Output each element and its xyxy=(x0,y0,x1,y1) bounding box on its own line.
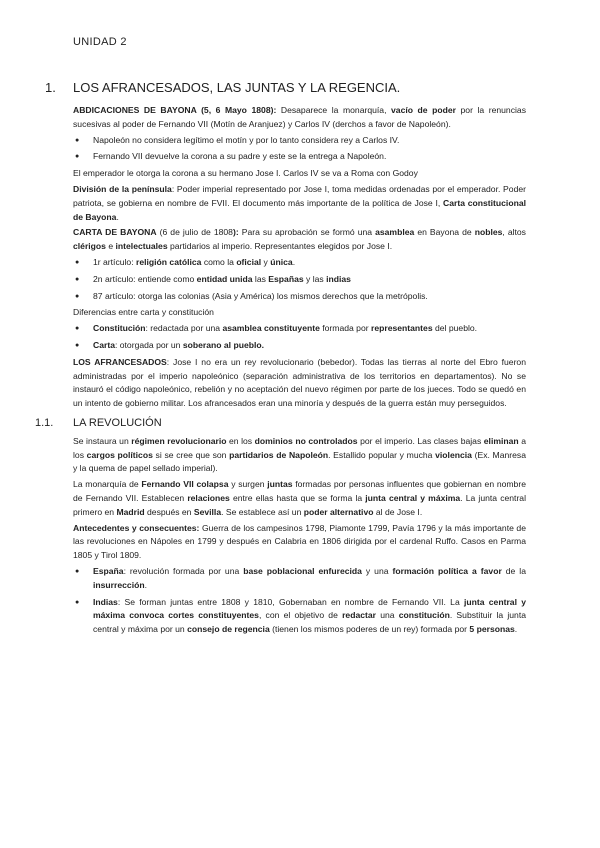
text-run: (6 de julio de 1808 xyxy=(156,227,233,238)
text-run: : otorgada por un xyxy=(114,339,183,350)
text-run: y surgen xyxy=(228,479,268,490)
text-run: formada por xyxy=(319,323,371,334)
bold-text: régimen revolucionario xyxy=(131,435,227,446)
text-run: (Ex. Manresa y la quema de papel sellado imperial). xyxy=(73,449,526,474)
bold-text: Indias xyxy=(93,596,118,607)
bullet-list-articulos xyxy=(73,256,526,303)
text-run: 2n artículo: entiende como xyxy=(93,273,197,284)
bold-text: dominios no controlados xyxy=(254,435,358,446)
list-item xyxy=(73,290,526,304)
bold-text: Constitución xyxy=(93,323,146,334)
text-run: . xyxy=(144,579,147,590)
text-run: a los xyxy=(73,435,526,460)
list-item xyxy=(73,150,526,164)
paragraph-diferencias xyxy=(73,306,526,320)
text-run: partidarios al imperio. Representantes elegidos por Jose I. xyxy=(167,241,393,252)
bold-text: insurrección xyxy=(93,579,145,590)
text-run: Guerra de los campesinos 1798, Piamonte 1799, Pavía 1796 y la más importante de las revoluciones en Nápoles en 1799 y después en Calabria en 1806 dirigida por el cardenal Ruffo. Casos en Parma 1805 y Tirol 1809. xyxy=(73,522,526,561)
subsection-number: 1.1. xyxy=(35,416,54,429)
bold-text: representantes xyxy=(370,323,433,334)
list-item xyxy=(73,322,526,336)
bullet-list-espana-indias xyxy=(73,565,526,637)
text-run: . xyxy=(116,211,119,222)
text-run: y las xyxy=(303,273,327,284)
bullet-list-napoleon xyxy=(73,134,526,165)
text-run: de la xyxy=(501,565,526,576)
text-run: : revolución formada por una xyxy=(123,565,244,576)
bold-text: asamblea constituyente xyxy=(222,323,320,334)
bold-text: violencia xyxy=(435,449,472,460)
text-run: como la xyxy=(201,256,237,267)
bold-text: entidad unida xyxy=(196,273,253,284)
list-item xyxy=(73,339,526,353)
bold-text: redactar xyxy=(342,610,376,621)
bold-text: nobles xyxy=(474,227,503,238)
bold-text: soberano al pueblo. xyxy=(182,339,265,350)
text-run: en Bayona de xyxy=(414,227,475,238)
paragraph-division xyxy=(73,183,526,224)
bold-text: indias xyxy=(326,273,351,284)
text-run: . xyxy=(292,256,296,267)
list-item xyxy=(73,256,526,270)
bold-text: Sevilla xyxy=(193,506,222,517)
text-run: , altos xyxy=(502,227,526,238)
subsection-title: LA REVOLUCIÓN xyxy=(73,416,162,429)
text-run: en los xyxy=(226,435,255,446)
section-heading xyxy=(45,80,400,95)
list-item xyxy=(73,134,526,148)
text-run: formadas por personas influentes que gobiernan en nombre de Fernando VII. Establecen xyxy=(73,479,526,503)
list-item xyxy=(73,273,526,287)
text-run: Napoleón no considera legítimo el motín y por lo tanto considera rey a Carlos IV. xyxy=(93,134,400,145)
bold-text: constitución xyxy=(398,610,450,621)
bold-text: Carta xyxy=(93,339,115,350)
bold-text: base poblacional enfurecida xyxy=(243,565,362,576)
bold-text: eliminan xyxy=(483,435,519,446)
bold-text: España xyxy=(93,565,124,576)
bold-text: asamblea xyxy=(375,227,415,238)
bold-text: ): xyxy=(232,227,239,238)
paragraph-regimen xyxy=(73,435,526,476)
bold-text: ABDICACIONES DE BAYONA (5, 6 Mayo 1808): xyxy=(73,105,277,115)
bold-text: Fernando VII colapsa xyxy=(141,479,229,490)
text-run: y xyxy=(261,256,271,267)
section-number: 1. xyxy=(45,80,56,95)
text-run: Fernando VII devuelve la corona a su padre y este se la entrega a Napoleón. xyxy=(93,151,387,162)
text-run: . Substituir la junta central y máxima por un xyxy=(93,610,526,635)
bold-text: CARTA DE BAYONA xyxy=(73,227,157,238)
bold-text: juntas xyxy=(267,479,293,490)
bold-text: junta central y máxima convoca cortes constituyentes xyxy=(93,596,526,621)
list-item xyxy=(73,596,526,637)
text-run: 1r artículo: xyxy=(93,256,136,267)
text-run: y una xyxy=(361,565,393,576)
text-run: : Jose I no era un rey revolucionario (bebedor). Todas las tierras al norte del Ebro fueron administradas por el imperio napoleónico (separación administrativa de los territorios en departamentos). No se instauró el código napoleónico, rebelión y no aceptación del nuevo régimen por parte de los jueces. Todo se quedó en un intento de gobierno militar. Los afrancesados eran una minoría y después de la guerra están muy perseguidos. xyxy=(73,356,526,409)
section-title: LOS AFRANCESADOS, LAS JUNTAS Y LA REGENCIA. xyxy=(73,80,401,95)
bold-text: vacío de poder xyxy=(391,105,456,115)
text-run: si se cree que son xyxy=(152,449,230,460)
bold-text: religión católica xyxy=(136,256,202,267)
bold-text: poder alternativo xyxy=(303,506,374,517)
text-run: , con el objetivo de xyxy=(258,610,343,621)
text-run: las xyxy=(252,273,269,284)
text-run: (tienen los mismos poderes de un rey) formada por xyxy=(269,624,470,635)
bold-text: 5 personas xyxy=(469,624,515,635)
bold-text: Madrid xyxy=(116,506,145,517)
text-run: por el imperio. Las clases bajas xyxy=(357,435,484,446)
text-run: después en xyxy=(144,506,194,517)
bold-text: Antecedentes y consecuentes: xyxy=(73,522,200,533)
list-item xyxy=(73,565,526,593)
text-run: una xyxy=(376,610,399,621)
text-run: . Se establece así un xyxy=(221,506,304,517)
bold-text: intelectuales xyxy=(115,241,168,252)
bold-text: Españas xyxy=(268,273,304,284)
text-run: : redactada por una xyxy=(145,323,223,334)
bold-text: oficial xyxy=(236,256,262,267)
subsection-heading xyxy=(35,417,526,431)
text-run: Diferencias entre carta y constitución xyxy=(73,307,214,318)
bullet-list-diferencias xyxy=(73,322,526,353)
bold-text: cargos políticos xyxy=(86,449,153,460)
bold-text: única xyxy=(270,256,293,267)
text-run: La monarquía de xyxy=(73,479,142,490)
text-run: Se instaura un xyxy=(73,435,132,446)
bold-text: División de la península xyxy=(73,183,172,194)
paragraph-antecedentes xyxy=(73,522,526,563)
bold-text: relaciones xyxy=(187,492,230,503)
text-run: 87 artículo: otorga las colonias (Asia y América) los mismos derechos que la metrópolis. xyxy=(93,290,428,301)
text-run: por la renuncias sucesivas al poder de Fernando VII (Motín de Aranjuez) y Carlos IV (derchos a favor de Napoleón). xyxy=(73,105,526,129)
bold-text: junta central y máxima xyxy=(365,492,461,503)
paragraph-monarquia xyxy=(73,478,526,519)
text-run: Para su aprobación se formó una xyxy=(238,227,376,238)
bold-text: clérigos xyxy=(73,241,106,252)
text-run: e xyxy=(105,241,116,252)
text-run: El emperador le otorga la corona a su hermano Jose I. Carlos IV se va a Roma con Godoy xyxy=(73,168,418,179)
bold-text: Carta constitucional de Bayona xyxy=(73,197,526,222)
bold-text: partidarios de Napoleón xyxy=(229,449,329,460)
bold-text: consejo de regencia xyxy=(187,624,270,635)
paragraph-afrancesados xyxy=(73,356,526,411)
text-run: Desaparece la monarquía, xyxy=(276,105,392,115)
text-run: . xyxy=(514,624,518,635)
paragraph-emperador xyxy=(73,167,526,181)
text-run: . La junta central primero en xyxy=(73,492,526,517)
text-run: del pueblo. xyxy=(432,323,478,334)
bold-text: formación política a favor xyxy=(392,565,502,576)
text-run: : Poder imperial representado por Jose I, toma medidas ordenadas por el emperador. Poder patriota, se gobierna en nombre de FVII. El documento más importante de la política de Jose I, xyxy=(73,183,526,208)
paragraph-abdicaciones xyxy=(73,104,526,132)
text-run: . Estallido popular y mucha xyxy=(328,449,436,460)
bold-text: LOS AFRANCESADOS xyxy=(73,356,167,367)
document-body xyxy=(35,104,526,640)
unit-label: UNIDAD 2 xyxy=(73,36,127,48)
text-run: : Se forman juntas entre 1808 y 1810, Gobernaban en nombre de Fernando VII. La xyxy=(117,596,464,607)
text-run: entre ellas hasta que se forma la xyxy=(229,492,366,503)
paragraph-carta-bayona xyxy=(73,226,526,254)
text-run: al de Jose I. xyxy=(373,506,423,517)
